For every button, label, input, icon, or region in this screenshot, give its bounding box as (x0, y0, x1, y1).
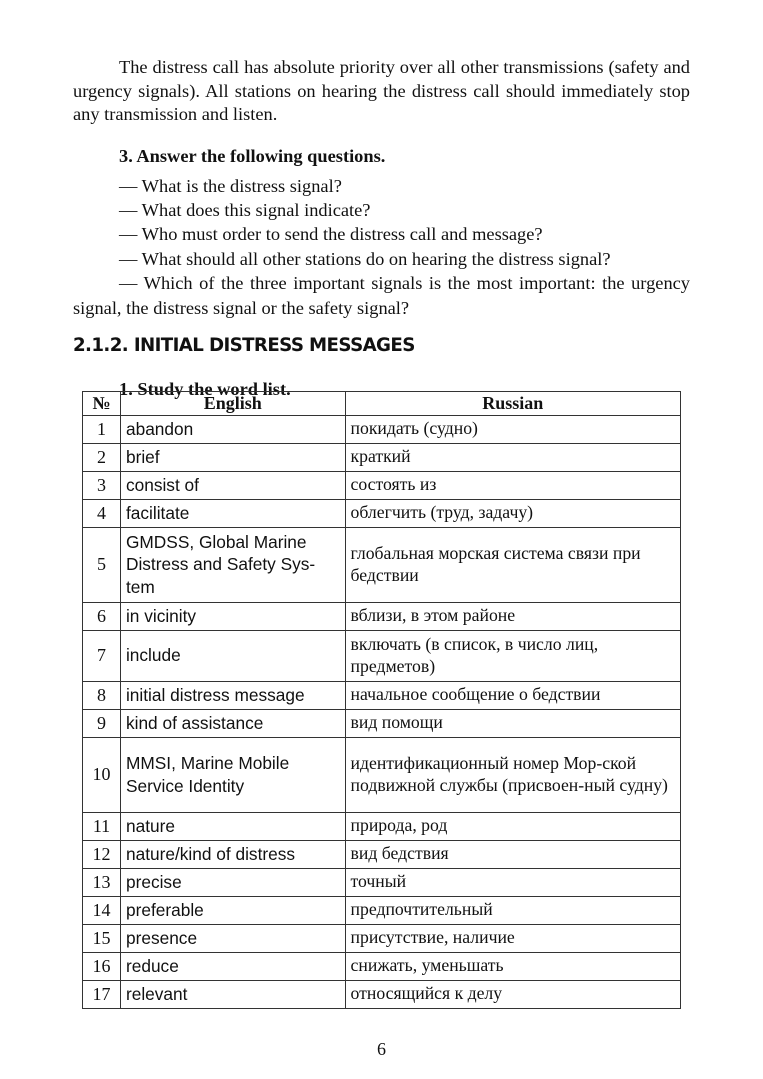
table-row (83, 840, 681, 868)
russian-term: краткий (345, 443, 680, 471)
section-heading: 2.1.2. INITIAL DISTRESS MESSAGES (73, 334, 415, 356)
english-term: in vicinity (120, 602, 345, 630)
russian-term: состоять из (345, 471, 680, 499)
intro-paragraph: The distress call has absolute priority over all other transmissions (safety and urgency signals). All stations on hearing the distress call should immediately stop any transmission and listen. (73, 57, 690, 124)
question-item: — What is the distress signal? (119, 175, 342, 196)
table-row (83, 527, 681, 602)
russian-term: снижать, уменьшать (345, 952, 680, 980)
table-row (83, 737, 681, 812)
row-number: 7 (83, 630, 121, 681)
english-term: MMSI, Marine Mobile Service Identity (120, 737, 345, 812)
table-header-row (83, 392, 681, 416)
russian-term: относящийся к делу (345, 980, 680, 1008)
english-term: preferable (120, 896, 345, 924)
table-row (83, 812, 681, 840)
english-term: kind of assistance (120, 709, 345, 737)
english-term: consist of (120, 471, 345, 499)
english-term: nature/kind of distress (120, 840, 345, 868)
russian-term: облегчить (труд, задачу) (345, 499, 680, 527)
russian-term: присутствие, наличие (345, 924, 680, 952)
russian-term: вид бедствия (345, 840, 680, 868)
page-number: 6 (377, 1039, 386, 1059)
table-row (83, 924, 681, 952)
english-term: presence (120, 924, 345, 952)
english-term: GMDSS, Global Marine Distress and Safety Sys-tem (120, 527, 345, 602)
row-number: 17 (83, 980, 121, 1008)
table-row (83, 952, 681, 980)
row-number: 11 (83, 812, 121, 840)
question-item: — What does this signal indicate? (119, 199, 371, 220)
table-row (83, 602, 681, 630)
russian-term: вид помощи (345, 709, 680, 737)
table-row (83, 630, 681, 681)
english-term: initial distress message (120, 681, 345, 709)
table-row (83, 681, 681, 709)
russian-term: глобальная морская система связи при бедствии (345, 527, 680, 602)
table-row (83, 471, 681, 499)
row-number: 8 (83, 681, 121, 709)
header-number: № (83, 392, 121, 416)
header-english: English (120, 392, 345, 416)
row-number: 10 (83, 737, 121, 812)
russian-term: вблизи, в этом районе (345, 602, 680, 630)
row-number: 5 (83, 527, 121, 602)
row-number: 14 (83, 896, 121, 924)
russian-term: предпочтительный (345, 896, 680, 924)
page-content (73, 56, 690, 401)
row-number: 1 (83, 415, 121, 443)
english-term: nature (120, 812, 345, 840)
questions-title: 3. Answer the following questions. (119, 145, 386, 166)
table-row (83, 499, 681, 527)
english-term: precise (120, 868, 345, 896)
questions-list (73, 174, 690, 320)
russian-term: начальное сообщение о бедствии (345, 681, 680, 709)
row-number: 4 (83, 499, 121, 527)
row-number: 6 (83, 602, 121, 630)
table-row (83, 443, 681, 471)
russian-term: идентификационный номер Мор-ской подвижной службы (присвоен-ный судну) (345, 737, 680, 812)
row-number: 3 (83, 471, 121, 499)
question-item: — Which of the three important signals is the most important: the urgency signal, the distress signal or the safety signal? (73, 273, 690, 318)
table-row (83, 709, 681, 737)
row-number: 12 (83, 840, 121, 868)
row-number: 15 (83, 924, 121, 952)
row-number: 16 (83, 952, 121, 980)
wordlist-title: 1. Study the word list. (119, 378, 291, 399)
russian-term: включать (в список, в число лиц, предметов) (345, 630, 680, 681)
question-item: — What should all other stations do on hearing the distress signal? (119, 248, 611, 269)
russian-term: точный (345, 868, 680, 896)
english-term: include (120, 630, 345, 681)
table-row (83, 415, 681, 443)
word-list-table (82, 391, 681, 1009)
table-row (83, 896, 681, 924)
russian-term: природа, род (345, 812, 680, 840)
russian-term: покидать (судно) (345, 415, 680, 443)
row-number: 13 (83, 868, 121, 896)
english-term: reduce (120, 952, 345, 980)
row-number: 9 (83, 709, 121, 737)
english-term: abandon (120, 415, 345, 443)
table-row (83, 868, 681, 896)
english-term: facilitate (120, 499, 345, 527)
row-number: 2 (83, 443, 121, 471)
english-term: brief (120, 443, 345, 471)
header-russian: Russian (345, 392, 680, 416)
english-term: relevant (120, 980, 345, 1008)
table-row (83, 980, 681, 1008)
question-item: — Who must order to send the distress call and message? (119, 224, 543, 245)
